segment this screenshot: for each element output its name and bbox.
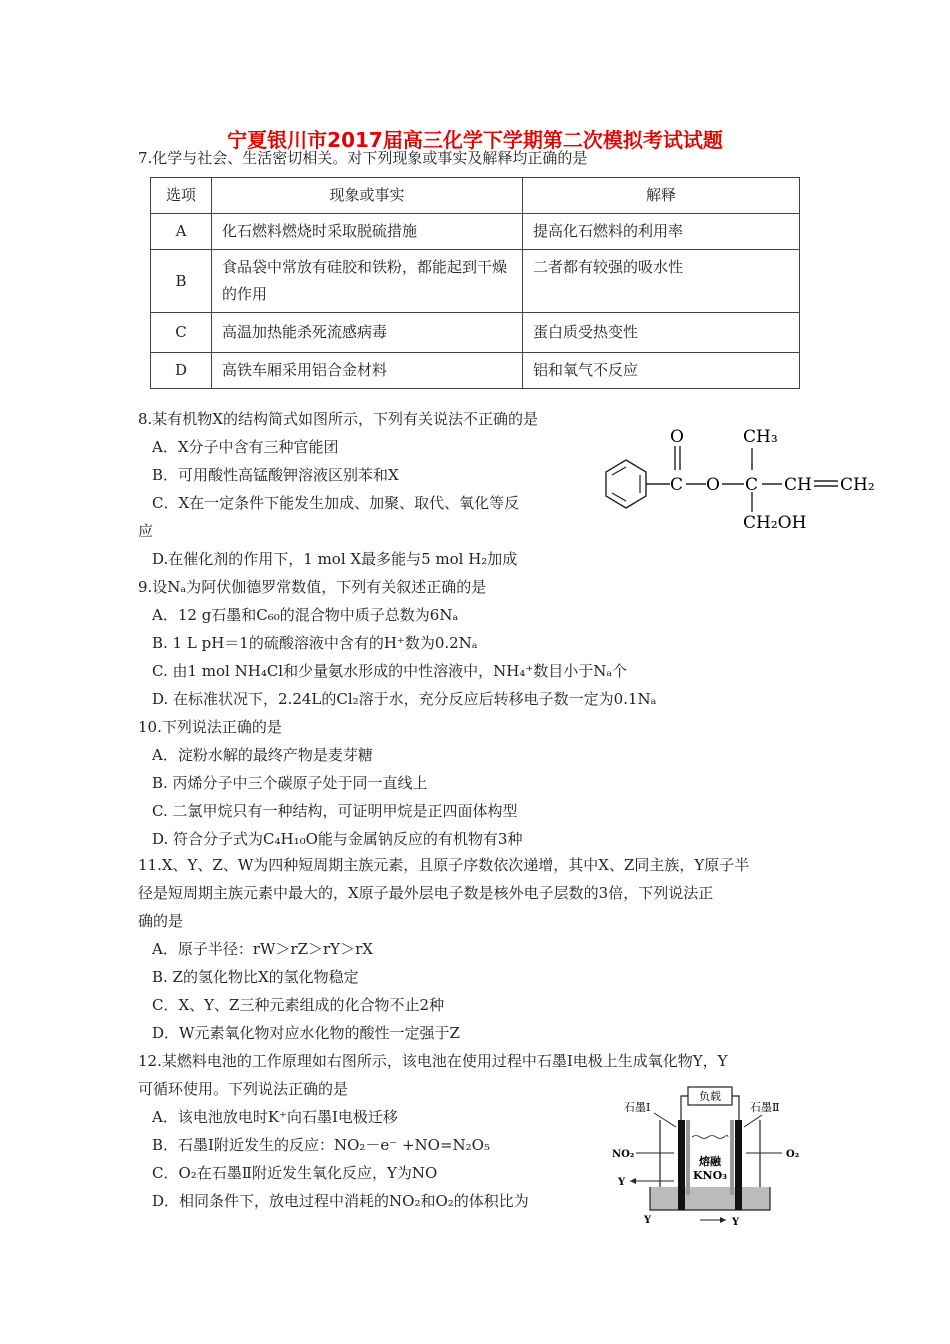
struct-c1: C xyxy=(670,475,684,495)
question-11-option-b: B. Z的氢化物比X的氢化物稳定 xyxy=(152,968,359,986)
question-9-option-b: B. 1 L pH＝1的硫酸溶液中含有的H⁺数为0.2Nₐ xyxy=(152,634,478,652)
question-8-stem: 8.某有机物X的结构简式如图所示，下列有关说法不正确的是 xyxy=(138,410,538,428)
table-cell-fact: 化石燃料燃烧时采取脱硫措施 xyxy=(212,214,523,250)
table-cell-option: D xyxy=(151,353,212,389)
question-9-option-d: D. 在标准状况下，2.24L的Cl₂溶于水，充分反应后转移电子数一定为0.1Nₐ xyxy=(152,690,657,708)
question-11-option-a: A．原子半径：rW＞rZ＞rY＞rX xyxy=(152,940,373,958)
question-10-option-d: D. 符合分子式为C₄H₁₀O能与金属钠反应的有机物有3种 xyxy=(152,830,523,848)
question-8-option-b: B．可用酸性高锰酸钾溶液区别苯和X xyxy=(152,466,399,484)
graphite-2-label: 石墨Ⅱ xyxy=(750,1101,780,1114)
o2-inlet-label: O₂ xyxy=(786,1149,800,1160)
question-10-option-c: C. 二氯甲烷只有一种结构，可证明甲烷是正四面体构型 xyxy=(152,802,518,820)
structure-diagram xyxy=(598,420,898,535)
page-title: 宁夏银川市2017届高三化学下学期第二次模拟考试试题 xyxy=(227,128,723,152)
struct-o-ester: O xyxy=(706,475,720,495)
struct-c2: C xyxy=(745,475,759,495)
question-10-option-b: B. 丙烯分子中三个碳原子处于同一直线上 xyxy=(152,774,428,792)
question-7-table xyxy=(150,177,800,389)
struct-ch: CH xyxy=(784,475,812,495)
question-7-stem: 7.化学与社会、生活密切相关。对下列现象或事实及解释均正确的是 xyxy=(138,149,588,167)
table-cell-fact: 高铁车厢采用铝合金材料 xyxy=(212,353,523,389)
struct-ch3: CH₃ xyxy=(743,427,778,447)
table-header-fact: 现象或事实 xyxy=(212,178,523,214)
table-cell-fact: 食品袋中常放有硅胶和铁粉，都能起到干燥的作用 xyxy=(212,250,523,313)
table-row xyxy=(151,313,800,353)
table-header-reason: 解释 xyxy=(523,178,800,214)
kno3-label: KNO₃ xyxy=(692,1169,728,1182)
question-10-stem: 10.下列说法正确的是 xyxy=(138,718,282,736)
question-9-option-a: A．12 g石墨和C₆₀的混合物中质子总数为6Nₐ xyxy=(152,606,459,624)
struct-ch2: CH₂ xyxy=(840,475,875,495)
table-cell-reason: 二者都有较强的吸水性 xyxy=(523,250,800,313)
question-9-option-c: C. 由1 mol NH₄Cl和少量氨水形成的中性溶液中，NH₄⁺数目小于Nₐ个 xyxy=(152,662,628,680)
question-11-option-c: C．X、Y、Z三种元素组成的化合物不止2种 xyxy=(152,996,445,1014)
y-loop-label: Y xyxy=(644,1215,652,1226)
melt-label: 熔融 xyxy=(699,1155,721,1168)
table-header-option: 选项 xyxy=(151,178,212,214)
question-8-option-c: C．X在一定条件下能发生加成、加聚、取代、氧化等反 xyxy=(152,494,520,512)
question-12-option-b: B．石墨Ⅰ附近发生的反应：NO₂－e⁻ +NO=N₂O₅ xyxy=(152,1136,490,1154)
y-outlet-label: Y xyxy=(618,1177,626,1188)
question-12-option-d: D．相同条件下，放电过程中消耗的NO₂和O₂的体积比为 xyxy=(152,1192,529,1210)
question-11-stem-end: 确的是 xyxy=(138,912,184,930)
table-cell-reason: 铝和氧气不反应 xyxy=(523,353,800,389)
question-10-option-a: A．淀粉水解的最终产物是麦芽糖 xyxy=(152,746,373,764)
table-cell-fact: 高温加热能杀死流感病毒 xyxy=(212,313,523,353)
y-bottom-label: Y xyxy=(732,1217,740,1228)
load-label: 负载 xyxy=(699,1090,721,1103)
table-row xyxy=(151,353,800,389)
question-9-stem: 9.设Nₐ为阿伏伽德罗常数值，下列有关叙述正确的是 xyxy=(138,578,487,596)
question-8-option-c-cont: 应 xyxy=(138,522,154,540)
question-8-option-a: A．X分子中含有三种官能团 xyxy=(152,438,339,456)
fuel-cell-diagram xyxy=(610,1085,810,1230)
question-11-option-d: D．W元素氧化物对应水化物的酸性一定强于Z xyxy=(152,1024,460,1042)
question-12-option-c: C．O₂在石墨Ⅱ附近发生氧化反应，Y为NO xyxy=(152,1164,438,1182)
table-cell-option: A xyxy=(151,214,212,250)
table-cell-option: B xyxy=(151,250,212,313)
no2-inlet-label: NO₂ xyxy=(612,1149,635,1160)
question-12-stem: 12.某燃料电池的工作原理如右图所示，该电池在使用过程中石墨Ⅰ电极上生成氧化物Y，Y xyxy=(138,1052,728,1070)
question-8-option-d: D.在催化剂的作用下，1 mol X最多能与5 mol H₂加成 xyxy=(152,550,518,568)
table-row xyxy=(151,250,800,313)
question-12-option-a: A．该电池放电时K⁺向石墨Ⅰ电极迁移 xyxy=(152,1108,398,1126)
graphite-1-label: 石墨Ⅰ xyxy=(624,1101,651,1114)
question-12-stem-cont: 可循环使用。下列说法正确的是 xyxy=(138,1080,349,1098)
struct-ch2oh: CH₂OH xyxy=(743,513,807,533)
table-cell-reason: 蛋白质受热变性 xyxy=(523,313,800,353)
struct-o-double: O xyxy=(670,427,684,447)
question-11-stem-cont: 径是短周期主族元素中最大的，X原子最外层电子数是核外电子层数的3倍，下列说法正 xyxy=(138,884,714,902)
question-11-stem: 11.X、Y、Z、W为四种短周期主族元素，且原子序数依次递增，其中X、Z同主族，Y原子半 xyxy=(138,856,750,874)
table-cell-reason: 提高化石燃料的利用率 xyxy=(523,214,800,250)
table-row xyxy=(151,214,800,250)
table-cell-option: C xyxy=(151,313,212,353)
